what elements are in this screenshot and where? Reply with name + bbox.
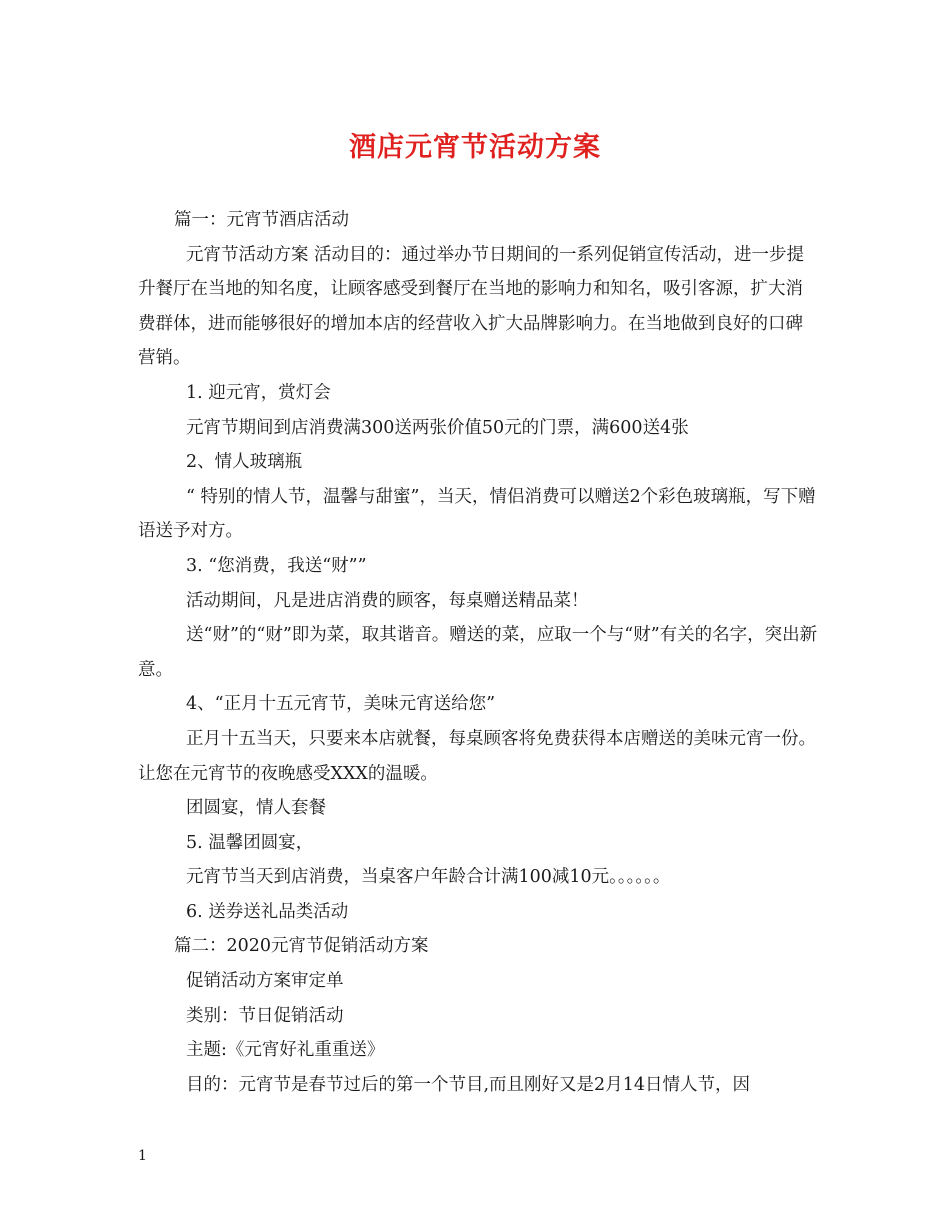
list-item: 3. “您消费，我送“财”” bbox=[186, 555, 367, 576]
paragraph: 团圆宴，情人套餐 bbox=[186, 798, 326, 819]
section-heading: 篇一：元宵节酒店活动 bbox=[174, 210, 349, 230]
paragraph: 主题:《元宵好礼重重送》 bbox=[186, 1040, 385, 1061]
document-title: 酒店元宵节活动方案 bbox=[349, 132, 601, 163]
section-heading: 篇二：2020元宵节促销活动方案 bbox=[174, 936, 429, 957]
paragraph: 活动期间，凡是进店消费的顾客，每桌赠送精品菜！ bbox=[186, 590, 589, 611]
paragraph: 正月十五当天，只要来本店就餐，每桌顾客将免费获得本店赠送的美味元宵一份。让您在元宵节的夜晚感受XXX的温暖。 bbox=[138, 728, 816, 784]
paragraph: “ 特别的情人节，温馨与甜蜜”，当天，情侣消费可以赠送2个彩色玻璃瓶，写下赠语送予对方。 bbox=[138, 486, 816, 542]
list-item: 6. 送券送礼品类活动 bbox=[186, 901, 349, 922]
list-item: 2、情人玻璃瓶 bbox=[186, 452, 303, 473]
list-item: 1. 迎元宵，赏灯会 bbox=[186, 382, 331, 403]
paragraph: 元宵节期间到店消费满300送两张价值50元的门票，满600送4张 bbox=[186, 417, 689, 438]
list-item: 4、“正月十五元宵节，美味元宵送给您” bbox=[186, 694, 496, 715]
paragraph: 促销活动方案审定单 bbox=[186, 971, 344, 992]
list-item: 5. 温馨团圆宴， bbox=[186, 832, 314, 853]
paragraph: 元宵节当天到店消费，当桌客户年龄合计满100减10元。。。。。。 bbox=[186, 867, 671, 888]
page-number: 1 bbox=[138, 1148, 147, 1164]
paragraph: 送“财”的“财”即为菜，取其谐音。赠送的菜，应取一个与“财”有关的名字，突出新意。 bbox=[138, 625, 818, 680]
paragraph: 元宵节活动方案 活动目的：通过举办节日期间的一系列促销宣传活动，进一步提升餐厅在当地的知名度，让顾客感受到餐厅在当地的影响力和知名，吸引客源，扩大消费群体，进而能够很好的增加本店的经营收入扩大品牌影响力。在当地做到良好的口碑营销。 bbox=[138, 244, 805, 369]
paragraph: 目的：元宵节是春节过后的第一个节目,而且刚好又是2月14日情人节，因 bbox=[186, 1074, 750, 1095]
document-body bbox=[138, 203, 818, 1102]
paragraph: 类别：节日促销活动 bbox=[186, 1005, 344, 1026]
